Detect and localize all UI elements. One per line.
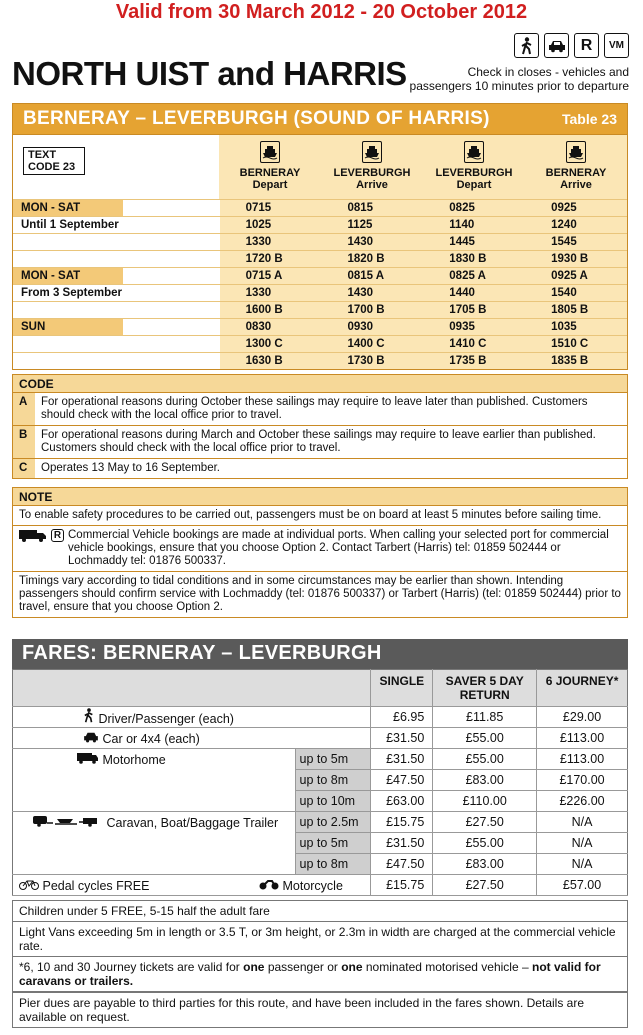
code-key: B (13, 426, 35, 458)
col-single: SINGLE (371, 670, 433, 707)
time-cell: 1445 (449, 236, 475, 248)
fares-header-row (13, 670, 628, 707)
fare-saver: £55.00 (433, 728, 537, 749)
size-band: up to 2.5m (295, 812, 371, 833)
fare-single: £15.75 (371, 875, 433, 896)
fare-journey: £29.00 (537, 707, 628, 728)
caravan-trailer-icon (33, 815, 103, 827)
ferry-icon (464, 141, 484, 163)
timetable-row (13, 267, 627, 284)
fare-label: Car or 4x4 (each) (102, 731, 200, 746)
fare-journey: £226.00 (537, 791, 628, 812)
day-label: MON - SAT (13, 200, 123, 216)
fare-saver: £27.50 (433, 812, 537, 833)
timetable-row (13, 250, 627, 267)
fare-single: £15.75 (371, 812, 433, 833)
fare-row-motorcycle (13, 875, 628, 896)
fare-single: £31.50 (371, 833, 433, 854)
timetable-col-2 (423, 135, 525, 199)
code-row (13, 393, 627, 426)
footer-children: Children under 5 FREE, 5-15 half the adult fare (12, 900, 628, 922)
time-cell: 0815 (347, 202, 374, 214)
service-icons (514, 33, 629, 58)
fare-journey: £113.00 (537, 749, 628, 770)
code-desc: Operates 13 May to 16 September. (41, 462, 220, 474)
time-cell: 0825 A (449, 270, 486, 282)
size-band: up to 5m (295, 749, 371, 770)
time-cell: 0815 A (347, 270, 385, 282)
motorhome-icon (77, 752, 99, 764)
col-place: BERNERAY (239, 167, 301, 179)
time-cell: 0830 (245, 321, 272, 333)
page-title: NORTH UIST and HARRIS (12, 55, 407, 92)
time-cell: 1705 B (449, 304, 487, 316)
time-cell: 1440 (449, 287, 475, 299)
car-icon (544, 33, 569, 58)
fare-saver: £27.50 (433, 875, 537, 896)
time-cell: 0715 A (245, 270, 283, 282)
fare-label: Driver/Passenger (each) (98, 712, 234, 726)
time-cell: 0825 (449, 202, 475, 214)
route-title: BERNERAY – LEVERBURGH (SOUND OF HARRIS) (23, 108, 490, 129)
col-place: LEVERBURGH (333, 167, 411, 179)
size-band: up to 5m (295, 833, 371, 854)
time-cell: 1540 (551, 287, 577, 299)
size-band: up to 8m (295, 770, 371, 791)
time-cell: 1735 B (449, 355, 487, 367)
time-cell: 0930 (347, 321, 374, 333)
time-cell: 0925 (551, 202, 577, 214)
time-cell: 1125 (347, 219, 373, 231)
col-saver: SAVER 5 DAY RETURN (433, 670, 537, 707)
text-code: TEXT CODE 23 (23, 147, 85, 175)
note-heading: NOTE (13, 488, 627, 506)
col-type: Arrive (560, 179, 592, 191)
time-cell: 1430 (347, 287, 374, 299)
time-cell: 1330 (245, 236, 272, 248)
time-cell: 1410 C (449, 338, 487, 350)
time-cell: 1300 C (245, 338, 283, 350)
note-box (12, 487, 628, 618)
fare-saver: £55.00 (433, 749, 537, 770)
time-cell: 0935 (449, 321, 475, 333)
lorry-icon (19, 529, 49, 542)
size-band: up to 10m (295, 791, 371, 812)
time-cell: 1545 (551, 236, 577, 248)
fare-row-car (13, 728, 628, 749)
fare-label: Motorcycle (282, 878, 343, 893)
note-commercial: R Commercial Vehicle bookings are made at individual ports. When calling your selected port for commercial vehicle bookings, ensure that you choose Option 2. Contact Tarbert (Harris) tel: 01859 502444 or Lochmaddy tel: 01876 500337. (13, 526, 627, 572)
day-label (13, 302, 220, 318)
code-desc: For operational reasons during October these sailings may require to leave later than published. Customers should check with the local office prior to travel. (41, 396, 588, 421)
fare-single: £63.00 (371, 791, 433, 812)
time-cell: 1835 B (551, 355, 589, 367)
table-number: Table 23 (562, 111, 617, 127)
col-type: Depart (252, 179, 288, 191)
timetable-column-headers (13, 135, 627, 199)
timetable-col-1 (321, 135, 423, 199)
fare-saver: £83.00 (433, 854, 537, 875)
time-cell: 1720 B (245, 253, 283, 265)
day-label: From 3 September (13, 285, 220, 301)
fare-label: Motorhome (102, 753, 166, 767)
fare-row-driver (13, 707, 628, 728)
ferry-icon (260, 141, 280, 163)
col-type: Depart (456, 179, 492, 191)
fare-single: £47.50 (371, 770, 433, 791)
fare-label: Caravan, Boat/Baggage Trailer (106, 816, 279, 830)
time-cell: 0715 (245, 202, 272, 214)
time-cell: 1240 (551, 219, 577, 231)
walking-person-icon (83, 708, 95, 723)
fare-journey: N/A (537, 854, 628, 875)
car-icon (83, 731, 99, 743)
col-6-journey: 6 JOURNEY* (537, 670, 628, 707)
ferry-icon (362, 141, 382, 163)
route-header (12, 103, 628, 135)
time-cell: 1025 (245, 219, 272, 231)
bicycle-icon (19, 878, 39, 890)
note-timings: Timings vary according to tidal conditions and in some circumstances may be earlier than shown. Intending passengers should confirm service with Lochmaddy (tel: 01876 500337) or Tarbert (Harris) (tel: 01859 502444) prior to travel, ensure that you choose Option 2. (19, 575, 621, 613)
time-cell: 1830 B (449, 253, 487, 265)
fare-single: £31.50 (371, 749, 433, 770)
timetable-row (13, 216, 627, 233)
time-cell: 1805 B (551, 304, 589, 316)
ferry-icon (566, 141, 586, 163)
fare-saver: £55.00 (433, 833, 537, 854)
time-cell: 1430 (347, 236, 374, 248)
time-cell: 1330 (245, 287, 272, 299)
time-cell: 1035 (551, 321, 577, 333)
walking-person-icon (514, 33, 539, 58)
validity-banner: Valid from 30 March 2012 - 20 October 2012 (115, 1, 528, 23)
code-desc: For operational reasons during March and October these sailings may require to leave earlier than published. Customers should check with the local office prior to travel. (41, 429, 596, 454)
size-band: up to 8m (295, 854, 371, 875)
note-safety: To enable safety procedures to be carried out, passengers must be on board at least 5 minutes before sailing time. (13, 506, 627, 526)
code-box (12, 374, 628, 479)
code-row (13, 426, 627, 459)
time-cell: 0925 A (551, 270, 588, 282)
timetable-col-0 (219, 135, 321, 199)
day-label (13, 251, 220, 267)
timetable-col-3 (525, 135, 627, 199)
col-type: Arrive (356, 179, 388, 191)
fare-single: £31.50 (371, 728, 433, 749)
code-heading: CODE (13, 375, 627, 393)
fare-journey: £113.00 (537, 728, 628, 749)
reservation-small-icon: R (51, 529, 64, 542)
time-cell: 1700 B (347, 304, 385, 316)
vm-icon: VM (604, 33, 629, 58)
fare-journey: N/A (537, 812, 628, 833)
day-label: Until 1 September (13, 217, 220, 233)
timetable-row (13, 284, 627, 301)
code-row (13, 459, 627, 478)
time-cell: 1820 B (347, 253, 385, 265)
timetable-row (13, 352, 627, 369)
code-key: C (13, 459, 35, 478)
timetable-row (13, 199, 627, 216)
fares-heading: FARES: BERNERAY – LEVERBURGH (12, 639, 628, 669)
fare-saver: £83.00 (433, 770, 537, 791)
time-cell: 1630 B (245, 355, 283, 367)
fare-saver: £110.00 (433, 791, 537, 812)
day-label (13, 234, 220, 250)
fare-journey: N/A (537, 833, 628, 854)
day-label (13, 353, 220, 369)
fare-saver: £11.85 (433, 707, 537, 728)
checkin-note: Check in closes - vehicles and passengers 10 minutes prior to departure (409, 65, 629, 93)
reservation-r-icon: R (574, 33, 599, 58)
time-cell: 1600 B (245, 304, 283, 316)
code-key: A (13, 393, 35, 425)
col-place: BERNERAY (545, 167, 607, 179)
timetable-row (13, 318, 627, 335)
fare-journey: £170.00 (537, 770, 628, 791)
fare-single: £47.50 (371, 854, 433, 875)
time-cell: 1730 B (347, 355, 385, 367)
timetable-row (13, 233, 627, 250)
cycles-label: Pedal cycles FREE (42, 878, 150, 893)
time-cell: 1140 (449, 219, 475, 231)
time-cell: 1510 C (551, 338, 589, 350)
timetable (12, 135, 628, 370)
time-cell: 1400 C (347, 338, 385, 350)
time-cell: 1930 B (551, 253, 589, 265)
day-label (13, 336, 220, 352)
day-label: MON - SAT (13, 268, 123, 284)
day-label: SUN (13, 319, 123, 335)
footer-light-vans: Light Vans exceeding 5m in length or 3.5 T, or 3m height, or 2.3m in width are charged at the commercial vehicle rate. (12, 921, 628, 957)
footer-journey-tickets: *6, 10 and 30 Journey tickets are valid for one passenger or one nominated motorised vehicle – not valid for caravans or trailers. (12, 956, 628, 992)
timetable-row (13, 301, 627, 318)
fare-row-motorhome (13, 749, 628, 770)
fare-single: £6.95 (371, 707, 433, 728)
fares-table (12, 669, 628, 896)
fare-row-caravan (13, 812, 628, 833)
timetable-row (13, 335, 627, 352)
col-place: LEVERBURGH (435, 167, 513, 179)
fare-journey: £57.00 (537, 875, 628, 896)
footer-pier-dues: Pier dues are payable to third parties for this route, and have been included in the fares shown. Details are available on request. (12, 992, 628, 1028)
